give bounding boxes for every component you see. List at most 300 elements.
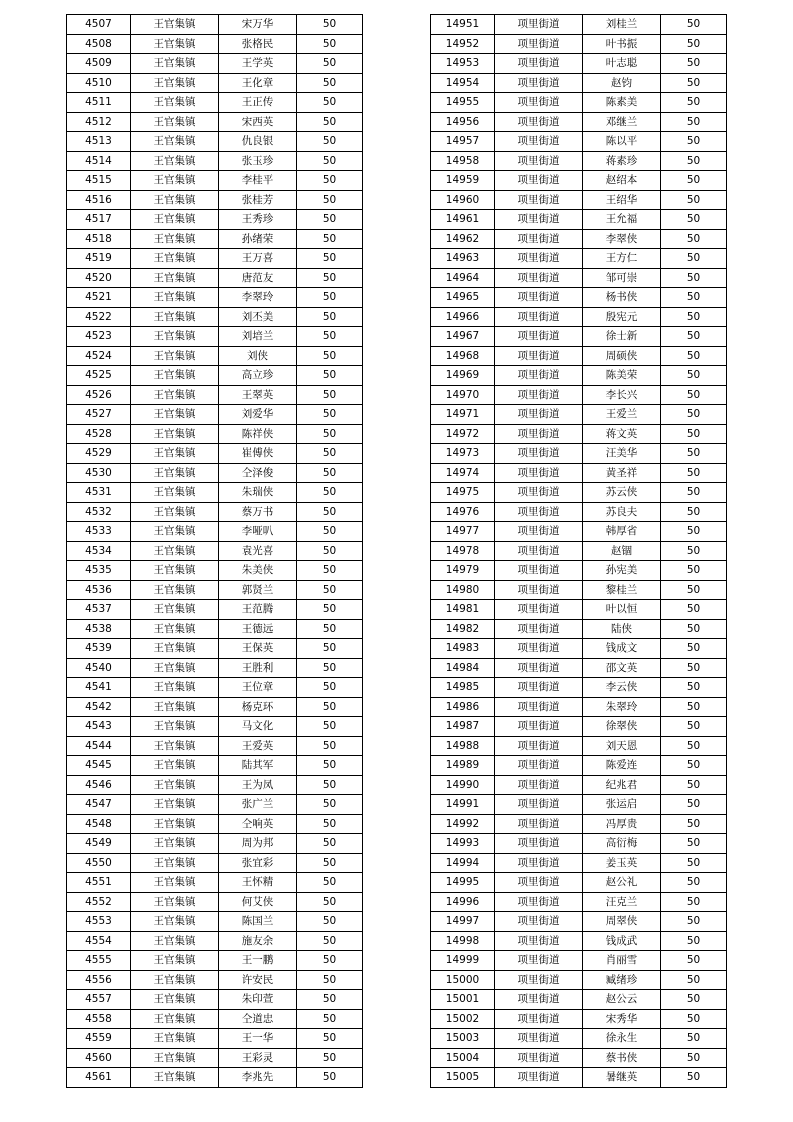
cell-town: 项里街道 (495, 307, 583, 327)
cell-number: 4521 (67, 288, 131, 308)
cell-amount: 50 (297, 834, 363, 854)
cell-name: 李兆先 (219, 1068, 297, 1088)
table-row (67, 151, 363, 171)
cell-number: 14961 (431, 210, 495, 230)
cell-name: 高立珍 (219, 366, 297, 386)
table-row (431, 483, 727, 503)
cell-name: 刘侠 (219, 346, 297, 366)
cell-amount: 50 (661, 346, 727, 366)
cell-name: 邹可崇 (583, 268, 661, 288)
cell-amount: 50 (297, 970, 363, 990)
cell-number: 14959 (431, 171, 495, 191)
table-row (431, 327, 727, 347)
cell-amount: 50 (297, 775, 363, 795)
cell-name: 王允福 (583, 210, 661, 230)
cell-amount: 50 (661, 483, 727, 503)
cell-amount: 50 (661, 970, 727, 990)
cell-town: 项里街道 (495, 678, 583, 698)
cell-number: 14958 (431, 151, 495, 171)
cell-amount: 50 (661, 522, 727, 542)
table-row (431, 580, 727, 600)
cell-amount: 50 (661, 288, 727, 308)
table-row (431, 93, 727, 113)
table-row (67, 210, 363, 230)
cell-amount: 50 (297, 639, 363, 659)
table-row (67, 853, 363, 873)
cell-amount: 50 (661, 366, 727, 386)
cell-name: 殷宪元 (583, 307, 661, 327)
cell-town: 王官集镇 (131, 717, 219, 737)
cell-name: 郭贤兰 (219, 580, 297, 600)
cell-number: 14992 (431, 814, 495, 834)
table-row (67, 931, 363, 951)
cell-name: 王彩灵 (219, 1048, 297, 1068)
cell-number: 14975 (431, 483, 495, 503)
table-row (431, 775, 727, 795)
cell-town: 王官集镇 (131, 775, 219, 795)
cell-amount: 50 (297, 346, 363, 366)
cell-amount: 50 (297, 93, 363, 113)
cell-name: 施友余 (219, 931, 297, 951)
cell-town: 王官集镇 (131, 210, 219, 230)
cell-amount: 50 (297, 619, 363, 639)
table-row (67, 1009, 363, 1029)
cell-town: 王官集镇 (131, 463, 219, 483)
cell-amount: 50 (297, 600, 363, 620)
cell-amount: 50 (661, 385, 727, 405)
cell-name: 高衍梅 (583, 834, 661, 854)
cell-name: 姜玉英 (583, 853, 661, 873)
cell-name: 朱瑞侠 (219, 483, 297, 503)
cell-number: 14993 (431, 834, 495, 854)
cell-amount: 50 (661, 990, 727, 1010)
cell-town: 项里街道 (495, 600, 583, 620)
cell-name: 张桂芳 (219, 190, 297, 210)
cell-amount: 50 (297, 54, 363, 74)
cell-name: 钱成文 (583, 639, 661, 659)
cell-town: 王官集镇 (131, 1029, 219, 1049)
cell-number: 4555 (67, 951, 131, 971)
table-row (431, 1068, 727, 1088)
table-row (431, 288, 727, 308)
table-row (431, 34, 727, 54)
cell-amount: 50 (661, 190, 727, 210)
table-row (431, 132, 727, 152)
cell-number: 14991 (431, 795, 495, 815)
cell-name: 蒋素珍 (583, 151, 661, 171)
cell-amount: 50 (297, 385, 363, 405)
table-row (67, 814, 363, 834)
cell-amount: 50 (661, 112, 727, 132)
cell-name: 王范腾 (219, 600, 297, 620)
cell-town: 项里街道 (495, 444, 583, 464)
table-row (431, 171, 727, 191)
cell-town: 项里街道 (495, 1029, 583, 1049)
cell-name: 暑继英 (583, 1068, 661, 1088)
cell-town: 项里街道 (495, 132, 583, 152)
cell-name: 赵公云 (583, 990, 661, 1010)
table-row (67, 171, 363, 191)
cell-name: 纪兆君 (583, 775, 661, 795)
cell-number: 4516 (67, 190, 131, 210)
cell-name: 赵钧 (583, 73, 661, 93)
cell-town: 项里街道 (495, 873, 583, 893)
cell-town: 王官集镇 (131, 502, 219, 522)
cell-town: 项里街道 (495, 736, 583, 756)
cell-number: 4514 (67, 151, 131, 171)
cell-number: 14973 (431, 444, 495, 464)
cell-number: 4530 (67, 463, 131, 483)
cell-amount: 50 (297, 990, 363, 1010)
cell-town: 项里街道 (495, 34, 583, 54)
cell-town: 项里街道 (495, 990, 583, 1010)
cell-amount: 50 (661, 736, 727, 756)
cell-number: 4548 (67, 814, 131, 834)
table-row (431, 151, 727, 171)
cell-town: 项里街道 (495, 1048, 583, 1068)
table-row (67, 756, 363, 776)
cell-number: 14996 (431, 892, 495, 912)
cell-amount: 50 (661, 15, 727, 35)
cell-name: 王保英 (219, 639, 297, 659)
cell-amount: 50 (661, 73, 727, 93)
table-row (67, 54, 363, 74)
cell-number: 4526 (67, 385, 131, 405)
cell-name: 孙宪美 (583, 561, 661, 581)
cell-number: 4556 (67, 970, 131, 990)
cell-number: 4528 (67, 424, 131, 444)
cell-name: 李桂平 (219, 171, 297, 191)
cell-town: 王官集镇 (131, 600, 219, 620)
table-row (67, 112, 363, 132)
cell-town: 王官集镇 (131, 970, 219, 990)
cell-number: 14964 (431, 268, 495, 288)
cell-name: 王一华 (219, 1029, 297, 1049)
cell-town: 王官集镇 (131, 834, 219, 854)
cell-town: 王官集镇 (131, 658, 219, 678)
cell-amount: 50 (661, 619, 727, 639)
cell-name: 王胜利 (219, 658, 297, 678)
cell-town: 项里街道 (495, 366, 583, 386)
cell-amount: 50 (297, 873, 363, 893)
cell-name: 王万喜 (219, 249, 297, 269)
cell-amount: 50 (297, 522, 363, 542)
cell-town: 项里街道 (495, 405, 583, 425)
cell-name: 叶以恒 (583, 600, 661, 620)
cell-name: 陆侠 (583, 619, 661, 639)
cell-town: 项里街道 (495, 775, 583, 795)
cell-amount: 50 (661, 639, 727, 659)
cell-number: 14977 (431, 522, 495, 542)
cell-town: 王官集镇 (131, 736, 219, 756)
table-row (431, 541, 727, 561)
cell-name: 袁光喜 (219, 541, 297, 561)
cell-town: 王官集镇 (131, 190, 219, 210)
table-row (431, 54, 727, 74)
cell-name: 王为凤 (219, 775, 297, 795)
table-row (431, 970, 727, 990)
cell-town: 项里街道 (495, 1068, 583, 1088)
cell-town: 王官集镇 (131, 756, 219, 776)
cell-number: 4550 (67, 853, 131, 873)
cell-town: 王官集镇 (131, 15, 219, 35)
table-row (67, 892, 363, 912)
cell-number: 4561 (67, 1068, 131, 1088)
cell-name: 邓继兰 (583, 112, 661, 132)
cell-number: 14994 (431, 853, 495, 873)
cell-name: 赵锢 (583, 541, 661, 561)
cell-name: 王方仁 (583, 249, 661, 269)
cell-town: 王官集镇 (131, 619, 219, 639)
cell-town: 项里街道 (495, 463, 583, 483)
cell-amount: 50 (297, 132, 363, 152)
cell-name: 王正传 (219, 93, 297, 113)
cell-amount: 50 (661, 541, 727, 561)
cell-town: 王官集镇 (131, 34, 219, 54)
cell-name: 杨书侠 (583, 288, 661, 308)
cell-town: 王官集镇 (131, 678, 219, 698)
cell-town: 项里街道 (495, 580, 583, 600)
cell-town: 项里街道 (495, 658, 583, 678)
cell-number: 14986 (431, 697, 495, 717)
cell-number: 4525 (67, 366, 131, 386)
cell-amount: 50 (297, 288, 363, 308)
cell-number: 4523 (67, 327, 131, 347)
cell-number: 14956 (431, 112, 495, 132)
table-row (67, 73, 363, 93)
cell-town: 项里街道 (495, 73, 583, 93)
table-row (431, 697, 727, 717)
cell-name: 刘爱华 (219, 405, 297, 425)
cell-town: 项里街道 (495, 951, 583, 971)
table-row (431, 1029, 727, 1049)
table-row (431, 600, 727, 620)
cell-town: 项里街道 (495, 190, 583, 210)
cell-name: 仝道忠 (219, 1009, 297, 1029)
cell-name: 钱成武 (583, 931, 661, 951)
table-row (67, 190, 363, 210)
cell-number: 14999 (431, 951, 495, 971)
cell-amount: 50 (297, 73, 363, 93)
cell-name: 王化章 (219, 73, 297, 93)
cell-number: 14987 (431, 717, 495, 737)
cell-town: 王官集镇 (131, 54, 219, 74)
cell-town: 项里街道 (495, 912, 583, 932)
cell-town: 王官集镇 (131, 873, 219, 893)
cell-number: 14960 (431, 190, 495, 210)
cell-town: 项里街道 (495, 1009, 583, 1029)
table-row (431, 366, 727, 386)
cell-name: 李哑叭 (219, 522, 297, 542)
cell-town: 王官集镇 (131, 73, 219, 93)
table-row (431, 717, 727, 737)
cell-number: 4535 (67, 561, 131, 581)
cell-name: 张运启 (583, 795, 661, 815)
cell-name: 王德远 (219, 619, 297, 639)
cell-amount: 50 (661, 561, 727, 581)
cell-name: 王翠英 (219, 385, 297, 405)
cell-amount: 50 (297, 151, 363, 171)
table-row (67, 1048, 363, 1068)
cell-name: 陈以平 (583, 132, 661, 152)
left-table (66, 14, 363, 1088)
cell-town: 项里街道 (495, 93, 583, 113)
table-row (431, 814, 727, 834)
cell-number: 14965 (431, 288, 495, 308)
cell-number: 4534 (67, 541, 131, 561)
cell-name: 徐翠侠 (583, 717, 661, 737)
cell-town: 王官集镇 (131, 1068, 219, 1088)
cell-name: 陈国兰 (219, 912, 297, 932)
table-row (67, 385, 363, 405)
cell-number: 4540 (67, 658, 131, 678)
table-row (67, 970, 363, 990)
table-row (67, 288, 363, 308)
table-row (67, 229, 363, 249)
cell-town: 王官集镇 (131, 814, 219, 834)
cell-name: 马文化 (219, 717, 297, 737)
cell-name: 王爱英 (219, 736, 297, 756)
table-row (431, 73, 727, 93)
table-row (431, 346, 727, 366)
cell-number: 4507 (67, 15, 131, 35)
cell-amount: 50 (297, 814, 363, 834)
cell-town: 王官集镇 (131, 288, 219, 308)
table-row (67, 990, 363, 1010)
cell-amount: 50 (661, 678, 727, 698)
cell-number: 4532 (67, 502, 131, 522)
cell-amount: 50 (661, 268, 727, 288)
cell-number: 14962 (431, 229, 495, 249)
cell-name: 黄圣祥 (583, 463, 661, 483)
cell-amount: 50 (661, 853, 727, 873)
cell-amount: 50 (297, 210, 363, 230)
cell-town: 王官集镇 (131, 483, 219, 503)
cell-amount: 50 (297, 366, 363, 386)
table-row (431, 210, 727, 230)
cell-number: 4559 (67, 1029, 131, 1049)
table-row (67, 346, 363, 366)
cell-name: 王怀精 (219, 873, 297, 893)
cell-name: 邵文英 (583, 658, 661, 678)
table-row (431, 463, 727, 483)
cell-name: 何艾侠 (219, 892, 297, 912)
cell-amount: 50 (297, 171, 363, 191)
cell-name: 苏良夫 (583, 502, 661, 522)
cell-name: 陈祥侠 (219, 424, 297, 444)
table-row (67, 1068, 363, 1088)
table-row (67, 405, 363, 425)
cell-number: 14971 (431, 405, 495, 425)
table-row (67, 736, 363, 756)
cell-name: 刘丕美 (219, 307, 297, 327)
cell-amount: 50 (297, 405, 363, 425)
cell-town: 项里街道 (495, 561, 583, 581)
cell-name: 孙绪荣 (219, 229, 297, 249)
cell-number: 14981 (431, 600, 495, 620)
table-row (67, 678, 363, 698)
cell-town: 项里街道 (495, 795, 583, 815)
table-row (67, 34, 363, 54)
cell-number: 14985 (431, 678, 495, 698)
cell-amount: 50 (661, 814, 727, 834)
cell-town: 王官集镇 (131, 405, 219, 425)
cell-name: 宋西英 (219, 112, 297, 132)
cell-name: 王一鹏 (219, 951, 297, 971)
cell-town: 项里街道 (495, 814, 583, 834)
table-row (67, 307, 363, 327)
cell-number: 14970 (431, 385, 495, 405)
cell-number: 4536 (67, 580, 131, 600)
cell-town: 王官集镇 (131, 912, 219, 932)
cell-number: 14988 (431, 736, 495, 756)
cell-town: 项里街道 (495, 346, 583, 366)
cell-amount: 50 (297, 483, 363, 503)
cell-name: 徐士新 (583, 327, 661, 347)
cell-number: 4531 (67, 483, 131, 503)
cell-town: 项里街道 (495, 756, 583, 776)
cell-amount: 50 (297, 1068, 363, 1088)
table-row (431, 736, 727, 756)
cell-amount: 50 (661, 463, 727, 483)
cell-number: 4508 (67, 34, 131, 54)
cell-name: 杨克环 (219, 697, 297, 717)
cell-name: 叶书振 (583, 34, 661, 54)
cell-name: 许安民 (219, 970, 297, 990)
table-row (67, 366, 363, 386)
cell-town: 王官集镇 (131, 541, 219, 561)
table-row (67, 327, 363, 347)
cell-number: 4509 (67, 54, 131, 74)
cell-number: 4520 (67, 268, 131, 288)
cell-number: 14974 (431, 463, 495, 483)
cell-town: 王官集镇 (131, 444, 219, 464)
cell-town: 王官集镇 (131, 424, 219, 444)
cell-amount: 50 (661, 600, 727, 620)
cell-number: 4546 (67, 775, 131, 795)
cell-name: 唐范友 (219, 268, 297, 288)
cell-number: 14980 (431, 580, 495, 600)
table-row (67, 463, 363, 483)
cell-number: 14954 (431, 73, 495, 93)
cell-amount: 50 (297, 1009, 363, 1029)
cell-number: 4558 (67, 1009, 131, 1029)
table-row (67, 561, 363, 581)
cell-amount: 50 (297, 697, 363, 717)
cell-amount: 50 (297, 892, 363, 912)
cell-amount: 50 (661, 405, 727, 425)
cell-name: 刘桂兰 (583, 15, 661, 35)
cell-town: 项里街道 (495, 834, 583, 854)
cell-name: 蔡书侠 (583, 1048, 661, 1068)
cell-name: 黎桂兰 (583, 580, 661, 600)
cell-amount: 50 (661, 171, 727, 191)
cell-number: 14984 (431, 658, 495, 678)
cell-number: 14955 (431, 93, 495, 113)
cell-amount: 50 (661, 951, 727, 971)
cell-town: 项里街道 (495, 619, 583, 639)
cell-town: 项里街道 (495, 931, 583, 951)
cell-number: 14976 (431, 502, 495, 522)
table-row (67, 15, 363, 35)
cell-amount: 50 (661, 1009, 727, 1029)
cell-number: 14990 (431, 775, 495, 795)
table-row (431, 951, 727, 971)
cell-amount: 50 (297, 15, 363, 35)
table-row (67, 483, 363, 503)
cell-amount: 50 (297, 327, 363, 347)
cell-town: 王官集镇 (131, 112, 219, 132)
